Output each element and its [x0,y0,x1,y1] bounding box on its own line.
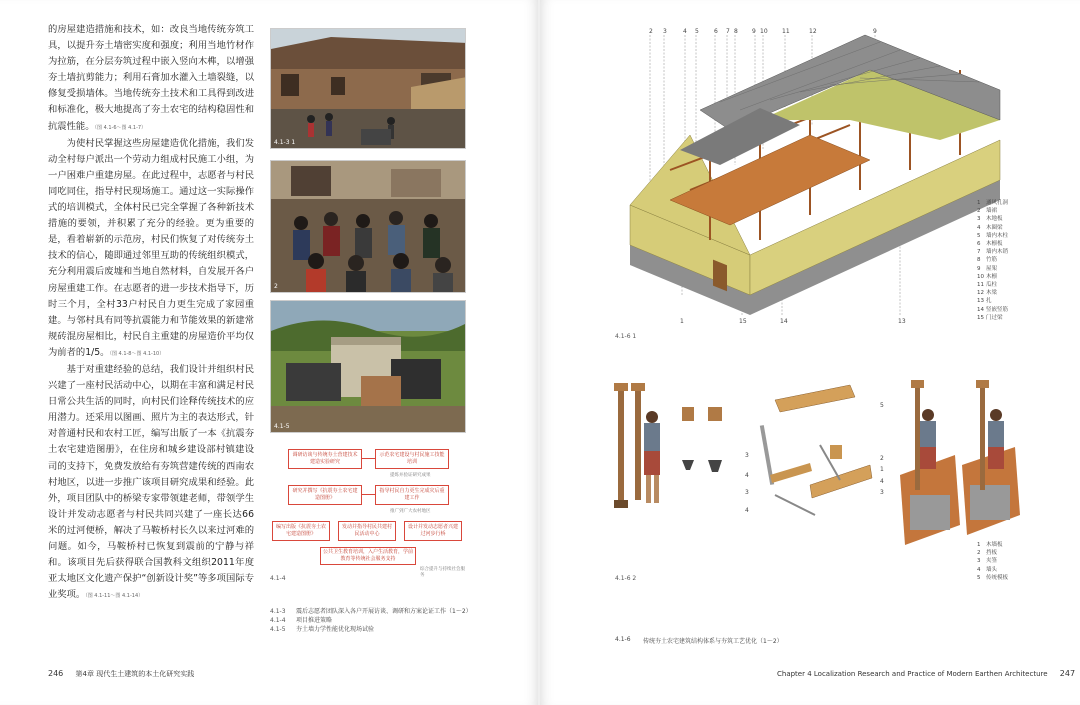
legend-label: 墙内木柱 [986,232,1009,239]
callout-number: 9 [873,28,877,35]
right-page [540,0,1080,705]
legend-number: 14 [977,306,984,313]
legend-label: 门过梁 [986,314,1003,321]
legend-number: 7 [977,249,981,256]
legend-item [977,273,1008,281]
legend-label: 竹筋 [986,257,998,264]
legend-label: 木圈梁 [986,224,1003,231]
house-axonometric-drawing [610,30,1010,325]
legend-number: 6 [977,241,981,248]
legend-number: 4 [977,566,981,573]
legend-item [977,248,1008,256]
legend-structure [977,199,1008,322]
legend-number: 2 [977,550,981,557]
flow-note: 提炼并验证研究成果 [390,473,431,478]
callout-number: 1 [880,466,884,473]
legend-number: 3 [977,216,981,223]
caption-row: 4.1-4 项目推进策略 [270,617,333,624]
caption-number: 4.1-6 [615,636,631,643]
legend-item [977,314,1008,322]
callout-number: 15 [739,318,747,325]
legend-label: 瓜柱 [986,282,998,289]
legend-item [977,306,1008,314]
left-page [0,0,538,705]
legend-label: 屋架 [986,265,998,272]
page-number: 246 [48,669,64,678]
flow-box: 研究并撰写《抗震夯土农宅建造图册》 [288,485,362,505]
legend-label: 木檩 [986,273,998,280]
rammed-earth-tools-drawing [610,375,1030,575]
callout-number: 4 [745,507,749,514]
photo-label: 2 [274,283,278,290]
legend-item [977,289,1008,297]
figure-caption: 传统夯土农宅建筑结构体系与夯筑工艺优化（1～2） [643,638,783,645]
legend-item [977,232,1008,240]
callout-number: 1 [680,318,684,325]
running-head: 第4章 现代生土建筑的本土化研究实践 [75,670,195,678]
legend-number: 9 [977,265,981,272]
legend-number: 13 [977,298,984,305]
callout-number: 2 [649,28,653,35]
legend-label: 竖嵌竖筋 [986,306,1009,313]
legend-number: 11 [977,282,984,289]
photo-meeting [270,160,466,293]
paragraph: 为使村民掌握这些房屋建造优化措施，我们发动全村每户派出一个劳动力组成村民施工小组，为一户困难户重建房屋。在此过程中，志愿者与村民同吃同住，指导村民现场施工。通过这一实际操作式的培训模式，全体村民已完全掌握了各种新技术措施的要领，并积累了充分的经验。更为重要的是，看着崭新的示范房，村民们恢复了对传统夯土技术的信心，随即通过邻里互助的传统组织模式，充分利用震后废墟和当地自然材料，自发展开各户房屋重建工作。在志愿者的进一步技术指导下，历时三个月，全村33户村民自力更生完成了家园重建。与邻村具有同等抗震能力和节能效果的新建常规砖混房屋相比，村民自主重建的房屋造价平均仅为前者的1/5。（图 4.1-8～图 4.1-10） [48,137,254,358]
legend-label: 通风孔洞 [986,200,1009,206]
legend-number: 5 [977,232,981,239]
legend-number: 8 [977,257,981,264]
legend-item [977,207,1008,215]
body-text [48,22,254,604]
legend-label: 传统模板 [986,574,1009,581]
callout-number: 3 [880,489,884,496]
legend-label: 夹签 [986,558,998,565]
photo-courtyard [270,28,466,149]
flow-box: 示范农宅建设与村民施工技能培训 [375,449,449,469]
legend-number: 1 [977,200,981,206]
flow-box: 调研访谈与传统夯土营建技术建造实验研究 [288,449,362,469]
footer-right [777,669,1075,678]
legend-number: 4 [977,224,981,231]
callout-number: 3 [663,28,667,35]
legend-number: 15 [977,314,984,321]
flow-box: 指导村民自力更生完成灾后重建工作 [375,485,449,505]
legend-number: 2 [977,208,981,215]
flow-note: 综合提升与持续社会服务 [420,567,465,578]
flow-box: 发动并指导村民共建村民活动中心 [338,521,396,541]
flow-box: 公共卫生教育培训，入户生活教育，学前教育等传统社会服务支持 [320,547,416,565]
legend-tools [977,541,1008,582]
legend-number: 3 [977,558,981,565]
callout-number: 7 [726,28,730,35]
caption-row: 4.1-3 震后志愿者团队深入各户开展访谈、调研和方案论证工作（1～2） [270,608,472,615]
legend-item [977,541,1008,549]
legend-label: 挡板 [986,550,998,557]
figure-label: 4.1-4 [270,575,286,582]
callout-number: 10 [760,28,768,35]
legend-item [977,199,1008,207]
legend-item [977,240,1008,248]
legend-item [977,265,1008,273]
photo-test-wall [270,300,466,433]
flow-box: 设计并发动志愿者兴建过河步行桥 [404,521,462,541]
caption-row: 4.1-5 夯土墙力学性能优化现场试验 [270,626,375,633]
paragraph: 的房屋建造措施和技术，如：改良当地传统夯筑工具，以提升夯土墙密实度和强度；利用当地竹材作为拉筋，在分层夯筑过程中嵌入竖向木榫，以增强夯土墙抗剪能力；利用石膏加水灌入土墙裂缝，以修复受损墙体。当地传统夯土技术和工具得到改进和标准化，极大地提高了夯土农宅的结构稳固性和抗震性能。（图 4.1-6～图 4.1-7） [48,24,254,132]
flow-arrow [362,458,375,459]
legend-item [977,215,1008,223]
callout-number: 4 [880,478,884,485]
figure-label: 4.1-6 2 [615,575,637,582]
photo-label: 4.1-5 [274,423,290,430]
legend-item [977,256,1008,264]
legend-item [977,557,1008,565]
callout-number: 6 [714,28,718,35]
flowchart [270,445,466,578]
callout-number: 9 [752,28,756,35]
running-head: Chapter 4 Localization Research and Practice of Modern Earthen Architecture [777,670,1048,678]
callout-number: 2 [880,455,884,462]
callout-number: 5 [695,28,699,35]
legend-number: 10 [977,273,984,280]
callout-number: 13 [898,318,906,325]
legend-label: 木檩板 [986,241,1003,248]
callout-number: 4 [683,28,687,35]
legend-item [977,574,1008,582]
legend-label: 木墙板 [986,542,1003,548]
callout-number: 3 [745,452,749,459]
legend-number: 1 [977,542,981,548]
legend-label: 扎 [986,298,992,305]
legend-item [977,281,1008,289]
figure-label: 4.1-6 1 [615,333,637,340]
legend-label: 墙头 [986,566,998,573]
legend-item [977,566,1008,574]
callout-number: 4 [745,472,749,479]
legend-label: 木梁 [986,290,998,297]
page-number: 247 [1059,669,1076,678]
callout-number: 8 [734,28,738,35]
legend-item [977,297,1008,305]
legend-item [977,549,1008,557]
legend-label: 墙裙 [986,208,998,215]
flow-note: 推广到广大农村地区 [390,509,431,514]
callout-number: 14 [780,318,788,325]
paragraph: 基于对重建经验的总结，我们设计并组织村民兴建了一座村民活动中心，以期在丰富和满足村民日常公共生活的同时，向村民们诠释传统技术的应用潜力。还采用以图画、照片为主的表达形式，针对普通村民和农村工匠，编写出版了一本《抗震夯土农宅建造图册》，在住房和城乡建设部村镇建设司的支持下，免费发放给有夯筑营建传统的西南农村地区，以进一步推广该项目研究成果和经验。此外，项目团队中的桥梁专家带领建老师，带领学生设计并发动志愿者与村民共同兴建了一座长达66米的过河便桥，解决了马鞍桥村长久以来过河难的问题。如今，马鞍桥村已恢复到震前的宁静与祥和。该项目先后获得联合国教科文组织2011年度亚太地区文化遗产保护“创新设计奖”等多项国际专业奖项。（图 4.1-11～图 4.1-14） [48,363,254,601]
callout-number: 5 [880,402,884,409]
footer-left [48,669,194,679]
test-wall-illustration [271,301,466,433]
caption-block [270,607,510,634]
photo-label: 4.1-3 1 [274,139,296,146]
callout-number: 11 [782,28,790,35]
callout-number: 3 [745,489,749,496]
legend-label: 木地板 [986,216,1003,223]
courtyard-illustration [271,29,466,149]
callout-number: 12 [809,28,817,35]
flow-box: 编写出版《抗震夯土农宅建造图册》 [272,521,330,541]
legend-number: 5 [977,574,981,581]
legend-item [977,224,1008,232]
legend-number: 12 [977,290,984,297]
flow-arrow [362,494,375,495]
meeting-illustration [271,161,466,293]
legend-label: 墙内木销 [986,249,1009,256]
